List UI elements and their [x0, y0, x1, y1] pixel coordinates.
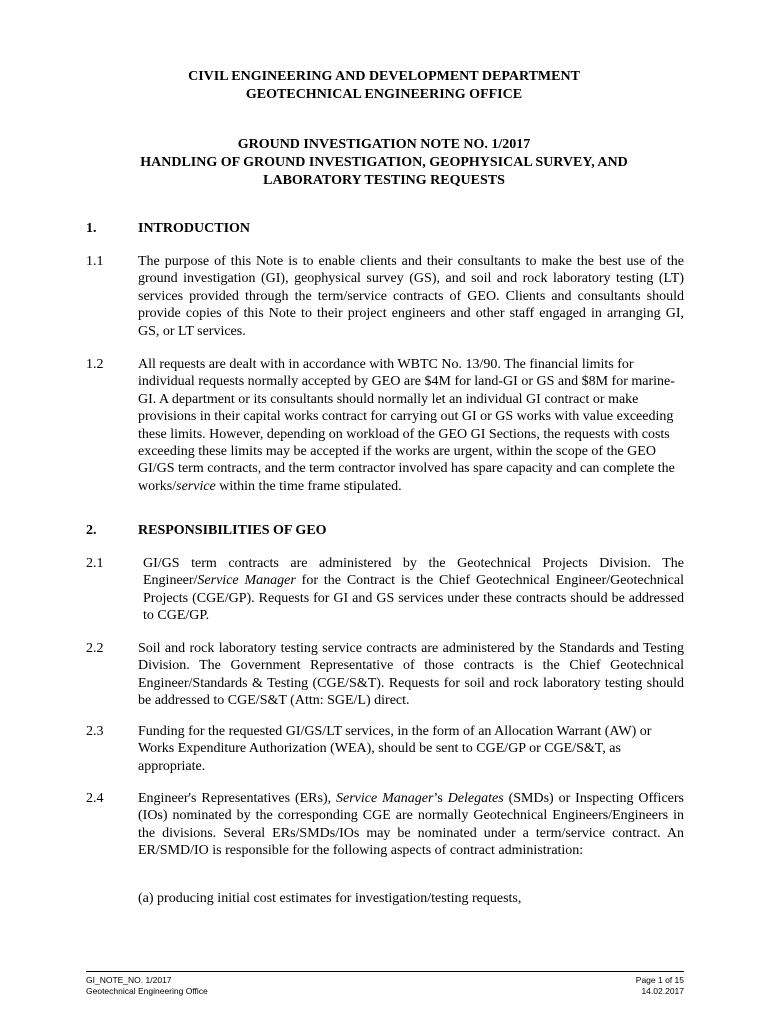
footer-divider [86, 971, 684, 972]
note-title-line-1: HANDLING OF GROUND INVESTIGATION, GEOPHYSICAL SURVEY, AND [140, 155, 628, 170]
footer-date: 14.02.2017 [641, 985, 684, 996]
list-item-a: (a) producing initial cost estimates for investigation/testing requests, [138, 891, 522, 906]
footer-left [86, 975, 208, 996]
paragraph-text-part: GI/GS term contracts are administered by the Geotechnical Projects Division. The Engineer/ [143, 556, 684, 589]
section-number: 2. [86, 523, 97, 538]
paragraph-text [138, 790, 684, 860]
paragraph-2-1 [86, 555, 684, 625]
footer-right [636, 975, 684, 996]
paragraph-2-4 [86, 790, 684, 860]
italic-term: Delegates [447, 791, 504, 806]
paragraph-text-part: Engineer's Representatives (ERs), [138, 791, 337, 806]
note-number: GROUND INVESTIGATION NOTE NO. 1/2017 [237, 137, 531, 152]
paragraph-number: 1.1 [86, 254, 104, 269]
section-heading-responsibilities [86, 522, 327, 540]
note-title-block [0, 136, 768, 190]
footer-office: Geotechnical Engineering Office [86, 985, 208, 996]
paragraph-text-part: for the Contract is the Chief Geotechnical Engineer/Geotechnical Projects (CGE/GP). Requests for GI and GS services under these contracts should be addressed to CGE/GP. [143, 573, 684, 624]
footer-page-number: Page 1 of 15 [635, 975, 684, 985]
paragraph-text-part: ’s [433, 791, 448, 806]
section-title: RESPONSIBILITIES OF GEO [138, 523, 327, 538]
paragraph-text-part: within the time frame stipulated. [215, 478, 402, 494]
section-title: INTRODUCTION [138, 221, 251, 236]
paragraph-number: 2.2 [86, 641, 104, 656]
paragraph-number: 2.4 [86, 791, 104, 806]
paragraph-text: Soil and rock laboratory testing service contracts are administered by the Standards and Testing Division. The Government Representative of those contracts is the Chief Geotechnical Engineer/Standards & Testing (CGE/S&T). Requests for soil and rock laboratory testing should be addressed to CGE/S&T (Attn: SGE/L) direct. [138, 641, 684, 709]
section-heading-introduction [86, 220, 250, 238]
italic-term: Service Manager [336, 791, 434, 806]
paragraph-2-3 [86, 723, 684, 775]
paragraph-number: 2.3 [86, 724, 104, 739]
office-title: GEOTECHNICAL ENGINEERING OFFICE [245, 87, 523, 102]
paragraph-text [138, 356, 684, 495]
section-number: 1. [86, 221, 97, 236]
paragraph-text [143, 555, 684, 625]
italic-term: Service Manager [197, 573, 296, 589]
italic-term: service [176, 478, 216, 494]
department-title: CIVIL ENGINEERING AND DEVELOPMENT DEPARTMENT [188, 69, 580, 84]
paragraph-text: The purpose of this Note is to enable clients and their consultants to make the best use of the ground investigation (GI), geophysical survey (GS), and soil and rock laboratory testing (LT) services provided through the term/service contracts of GEO. Clients and consultants should provide copies of this Note to their project engineers and other staff engaged in arranging GI, GS, or LT services. [138, 254, 684, 339]
paragraph-number: 1.2 [86, 357, 104, 372]
paragraph-1-2 [86, 356, 684, 495]
paragraph-text: Funding for the requested GI/GS/LT services, in the form of an Allocation Warrant (AW) or Works Expenditure Authorization (WEA), should be sent to CGE/GP or CGE/S&T, as appropriate. [138, 724, 652, 774]
paragraph-2-2 [86, 640, 684, 710]
document-header [0, 68, 768, 104]
paragraph-text-part: (SMDs) or Inspecting Officers (IOs) nominated by the corresponding CGE are normally Geotechnical Engineers/Engineers in the divisions. Several ERs/SMDs/IOs may be nominated under a term/service contract. An ER/SMD/IO is responsible for the following aspects of contract administration: [138, 791, 684, 859]
footer-doc-ref: GI_NOTE_NO. 1/2017 [86, 975, 172, 985]
paragraph-text-part: All requests are dealt with in accordance with WBTC No. 13/90. The financial limits for individual requests normally accepted by GEO are $4M for land-GI or GS and $8M for marine-GI. A department or its consultants should normally let an individual GI contract or make provisions in their capital works contract for carrying out GI or GS works with value exceeding these limits. However, depending on workload of the GEO GI Sections, the requests with costs exceeding these limits may be accepted if the works are urgent, within the scope of the GEO GI/GS term contracts, and the term contractor involved has spare capacity and can complete the works/ [138, 357, 675, 494]
note-title-line-2: LABORATORY TESTING REQUESTS [263, 173, 505, 188]
paragraph-1-1 [86, 253, 684, 340]
paragraph-number: 2.1 [86, 556, 104, 571]
